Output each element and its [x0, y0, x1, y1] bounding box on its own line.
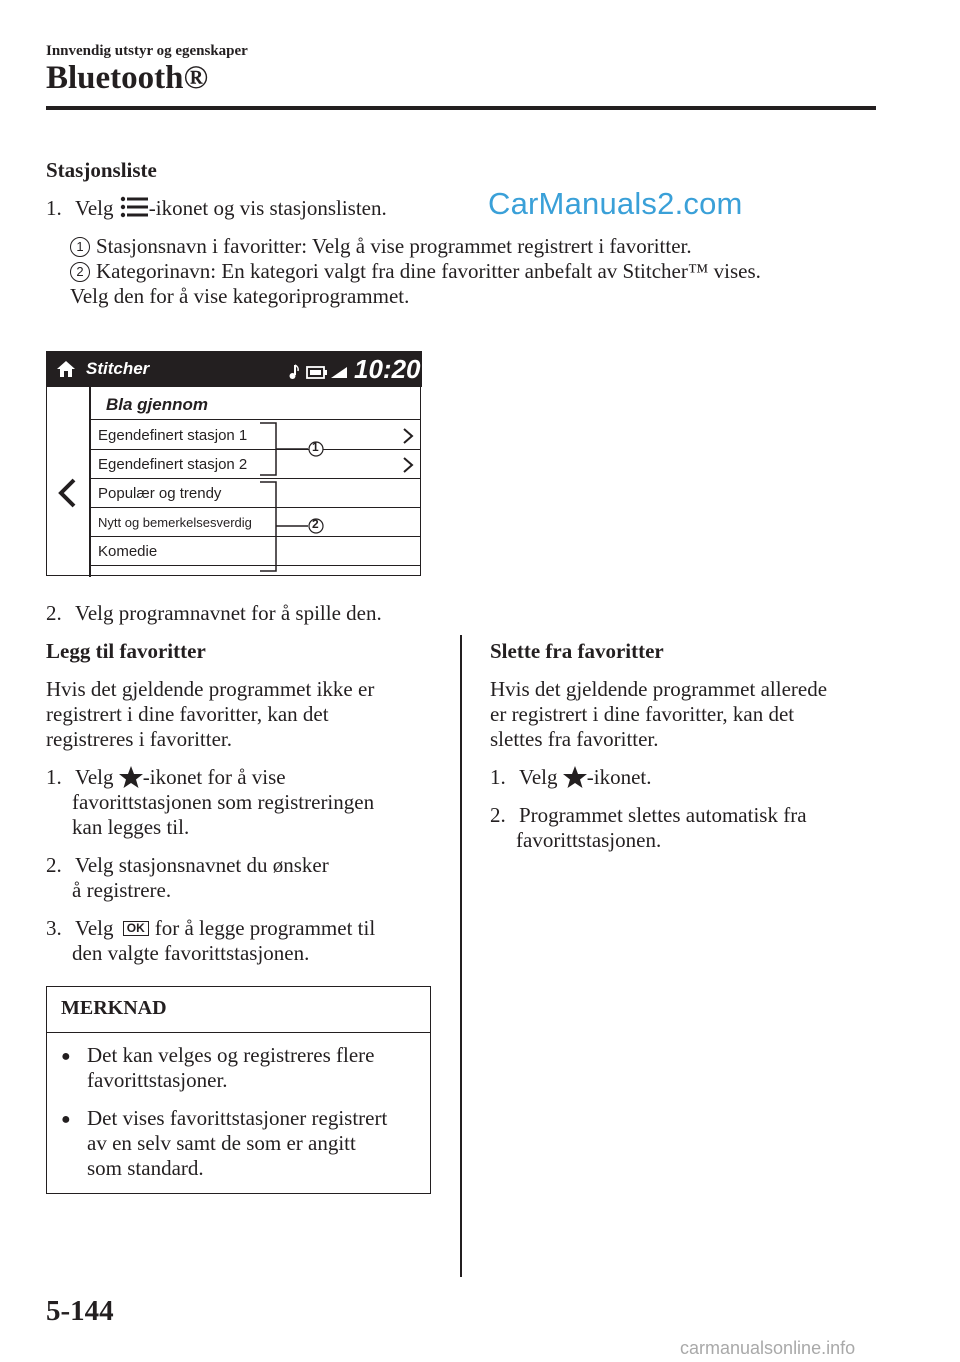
step-1	[46, 196, 387, 224]
callout-text-2: Kategorinavn: En kategori valgt fra dine favoritter anbefalt av Stitcher™ vises.	[96, 259, 761, 283]
footer-watermark[interactable]: carmanualsonline.info	[680, 1338, 856, 1358]
step-text-pre: Velg	[75, 916, 114, 940]
step-continuation: favorittstasjonen.	[516, 828, 662, 852]
column-divider	[460, 635, 462, 1277]
legg-til-step-1	[46, 765, 286, 792]
slette-step-1	[490, 765, 651, 792]
note-line: favorittstasjoner.	[87, 1068, 228, 1092]
step-text-pre: Velg	[75, 196, 114, 220]
legg-til-step-2	[46, 853, 329, 878]
list-item-label: Populær og trendy	[98, 485, 222, 502]
clock: 10:20	[354, 354, 421, 384]
list-header-label: Bla gjennom	[106, 395, 209, 414]
step-continuation: den valgte favorittstasjonen.	[72, 941, 310, 965]
note-header	[47, 987, 430, 1033]
page-title: Bluetooth®	[46, 60, 209, 96]
callout-brackets	[46, 351, 422, 577]
step-number: 2.	[46, 853, 62, 877]
star-icon	[563, 766, 587, 792]
note-line: Det kan velges og registreres flere	[87, 1043, 375, 1067]
app-name: Stitcher	[86, 359, 150, 378]
note-line: av en selv samt de som er angitt	[87, 1131, 356, 1155]
legg-til-step-3	[46, 916, 375, 941]
step-text-pre: Velg	[75, 765, 114, 789]
step-2	[46, 601, 382, 626]
step-continuation: å registrere.	[72, 878, 172, 902]
step-text: Velg programnavnet for å spille den.	[75, 601, 382, 625]
note-line: Det vises favorittstasjoner registrert	[87, 1106, 388, 1130]
list-item-label: Egendefinert stasjon 2	[98, 456, 248, 473]
note-line: som standard.	[87, 1156, 204, 1180]
step-text: Velg stasjonsnavnet du ønsker	[75, 853, 329, 877]
step-text-post: -ikonet.	[586, 765, 652, 789]
list-item-label: Egendefinert stasjon 1	[98, 427, 248, 444]
intro-line: registreres i favoritter.	[46, 727, 233, 751]
callout-number-1: 1	[70, 237, 90, 257]
heading-slette: Slette fra favoritter	[490, 639, 664, 663]
step-text-post: -ikonet for å vise	[142, 765, 286, 789]
step-number: 2.	[46, 601, 62, 625]
callout-text-1: Stasjonsnavn i favoritter: Velg å vise programmet registrert i favoritter.	[96, 234, 692, 258]
list-item-label: Nytt og bemerkelsesverdig	[98, 515, 252, 530]
step-text: Programmet slettes automatisk fra	[519, 803, 807, 827]
slette-intro	[490, 677, 827, 752]
section-title: Innvendig utstyr og egenskaper	[46, 43, 248, 59]
note-bullet	[61, 1044, 71, 1069]
intro-line: er registrert i dine favoritter, kan det	[490, 702, 795, 726]
step-number: 1.	[46, 196, 62, 220]
watermark[interactable]: CarManuals2.com	[488, 186, 743, 221]
intro-line: Hvis det gjeldende programmet ikke er	[46, 677, 375, 701]
callout-marker-2: 2	[312, 517, 319, 531]
step-number: 3.	[46, 916, 62, 940]
callout-number-2: 2	[70, 262, 90, 282]
title-rule	[46, 106, 876, 110]
note-bullet	[61, 1107, 71, 1132]
callout-item-2	[70, 259, 761, 284]
note-heading: MERKNAD	[61, 997, 167, 1019]
step-number: 1.	[490, 765, 506, 789]
ok-button-icon: OK	[123, 921, 149, 936]
bullet-dot: ●	[61, 1111, 71, 1128]
step-text-post: for å legge programmet til	[154, 916, 376, 940]
stitcher-screen	[46, 351, 422, 577]
star-icon	[119, 766, 143, 792]
note-box	[46, 986, 431, 1194]
bullet-dot: ●	[61, 1048, 71, 1065]
heading-legg-til: Legg til favoritter	[46, 639, 206, 663]
step-number: 1.	[46, 765, 62, 789]
heading-stasjonsliste: Stasjonsliste	[46, 158, 157, 182]
list-item-label: Komedie	[98, 543, 158, 560]
note-bullet-text	[87, 1106, 387, 1181]
step-text-post: -ikonet og vis stasjonslisten.	[148, 196, 387, 220]
step-number: 2.	[490, 803, 506, 827]
slette-step-2	[490, 803, 807, 828]
intro-line: registrert i dine favoritter, kan det	[46, 702, 329, 726]
callout-item-1	[70, 234, 692, 259]
intro-line: Hvis det gjeldende programmet allerede	[490, 677, 828, 701]
step-text-pre: Velg	[519, 765, 558, 789]
note-bullet-text	[87, 1043, 374, 1093]
callout-marker-1: 1	[312, 440, 319, 454]
intro-line: slettes fra favoritter.	[490, 727, 659, 751]
legg-til-intro	[46, 677, 374, 752]
step-continuation: kan legges til.	[72, 815, 190, 839]
list-icon	[119, 196, 149, 224]
callout-text-2b: Velg den for å vise kategoriprogrammet.	[70, 284, 410, 308]
page-number: 5-144	[46, 1295, 114, 1327]
step-continuation: favorittstasjonen som registreringen	[72, 790, 375, 814]
